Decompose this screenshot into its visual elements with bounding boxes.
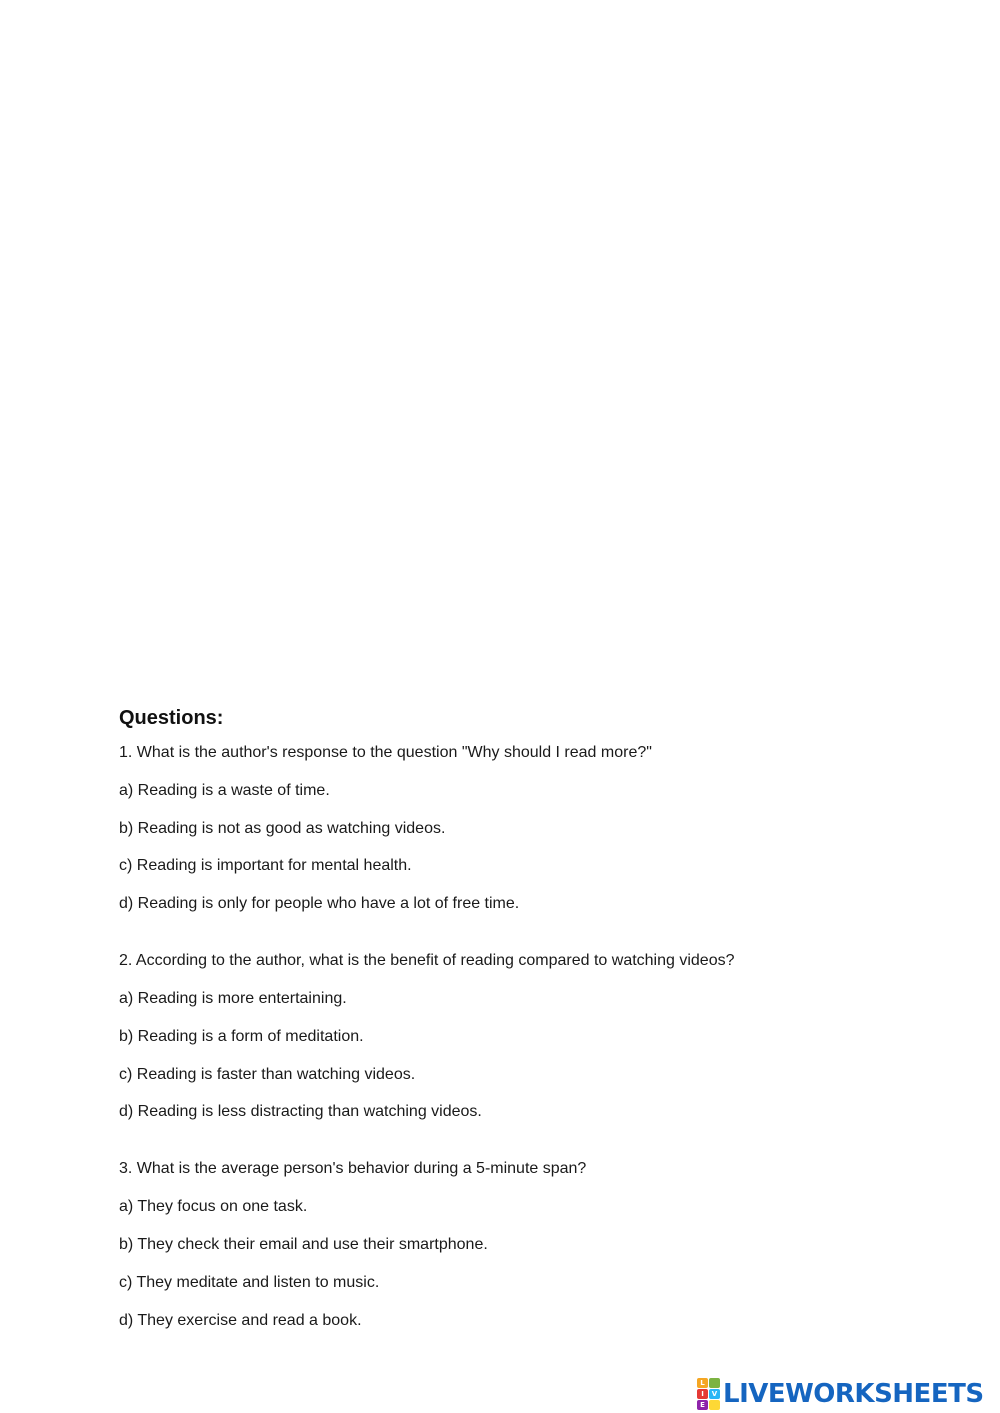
- question-2-option-c[interactable]: c) Reading is faster than watching videos.: [119, 1065, 416, 1083]
- question-3-option-d[interactable]: d) They exercise and read a book.: [119, 1311, 362, 1329]
- question-1-option-d[interactable]: d) Reading is only for people who have a lot of free time.: [119, 895, 520, 913]
- logo-tile-3: I: [697, 1389, 708, 1399]
- question-3-option-b[interactable]: b) They check their email and use their smartphone.: [119, 1235, 488, 1253]
- logo-tile-5: E: [697, 1400, 708, 1410]
- question-3: [119, 1159, 919, 1330]
- liveworksheets-logo-icon: [697, 1378, 720, 1410]
- questions-heading: Questions:: [119, 707, 224, 729]
- question-1-option-b[interactable]: b) Reading is not as good as watching videos.: [119, 819, 446, 837]
- question-1-text: 1. What is the author's response to the question "Why should I read more?": [119, 744, 652, 761]
- question-2-text: 2. According to the author, what is the benefit of reading compared to watching videos?: [119, 952, 735, 970]
- question-2-option-d[interactable]: d) Reading is less distracting than watching videos.: [119, 1103, 482, 1121]
- question-2-option-b[interactable]: b) Reading is a form of meditation.: [119, 1027, 364, 1045]
- question-2: [119, 951, 919, 1122]
- question-1-option-c[interactable]: c) Reading is important for mental health.: [119, 857, 412, 875]
- logo-tile-1: L: [697, 1378, 708, 1388]
- question-3-option-c[interactable]: c) They meditate and listen to music.: [119, 1273, 380, 1291]
- liveworksheets-logo-text: LIVEWORKSHEETS: [723, 1379, 984, 1409]
- liveworksheets-watermark: [697, 1378, 984, 1410]
- question-1-option-a[interactable]: a) Reading is a waste of time.: [119, 781, 330, 799]
- logo-tile-2: [709, 1378, 720, 1388]
- logo-tile-4: V: [709, 1389, 720, 1399]
- question-3-text: 3. What is the average person's behavior during a 5-minute span?: [119, 1160, 587, 1178]
- question-3-option-a[interactable]: a) They focus on one task.: [119, 1198, 308, 1216]
- question-1: [119, 743, 919, 914]
- questions-section: [119, 704, 919, 1368]
- logo-tile-6: [709, 1400, 720, 1410]
- question-2-option-a[interactable]: a) Reading is more entertaining.: [119, 989, 347, 1007]
